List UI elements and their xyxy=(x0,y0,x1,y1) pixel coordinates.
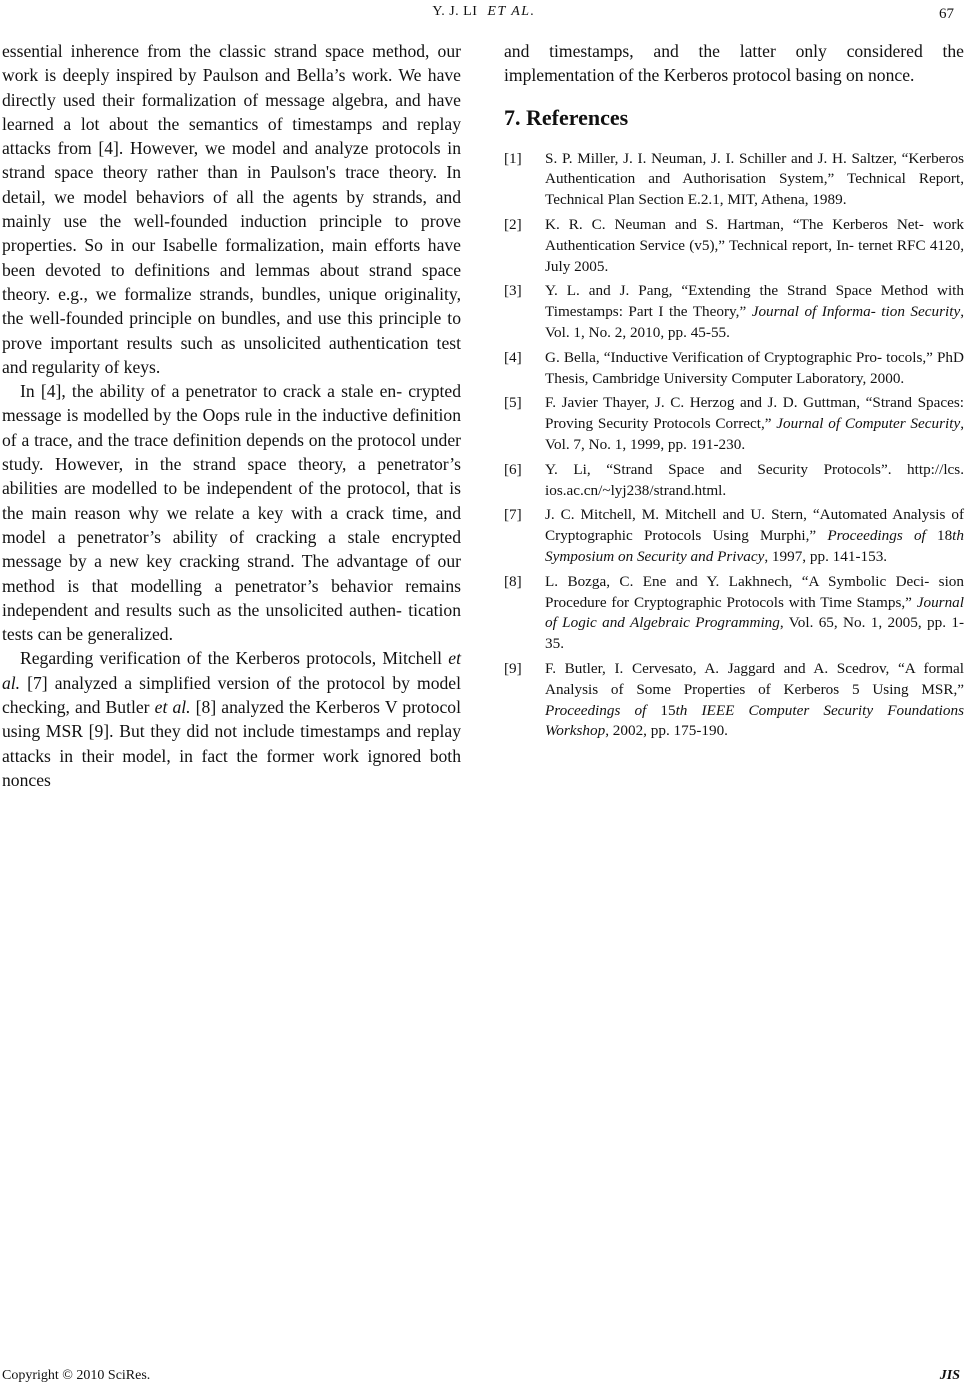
running-head-author xyxy=(0,0,968,24)
reference-number: [6] xyxy=(504,460,522,478)
reference-text-part: , Vol. 7, No. 1, 1999, pp. 191-230. xyxy=(545,415,964,453)
reference-number: [5] xyxy=(504,394,522,412)
reference-number: [4] xyxy=(504,348,522,366)
reference-text-part: 15 xyxy=(660,701,676,719)
reference-item xyxy=(504,460,964,502)
running-head xyxy=(0,0,968,24)
reference-text-part: , Vol. 1, No. 2, 2010, pp. 45-55. xyxy=(545,303,964,341)
reference-text-part: , 2002, pp. 175-190. xyxy=(605,722,728,740)
reference-text xyxy=(545,505,964,567)
reference-item xyxy=(504,572,964,655)
paragraph-1: essential inherence from the classic strand space method, our work is deeply inspired by Paulson and Bella’s work. We have directly used their formalization of message algebra, and have learned a lot about the semantics of timestamps and replay attacks from [4]. However, we model and analyze protocols in strand space theory rather than in Paulson's trace theory. In detail, we model behaviors of all the agents by strands, and mainly use the well-founded induction principle to prove properties. So in our Isabelle formalization, main efforts have been devoted to definitions and lemmas about strand space theory. e.g., we formalize strands, bundles, unique originality, the well-founded principle on bundles, and use this principle to prove important results such as unsolicited authentication test and regularity of keys. xyxy=(2,41,461,377)
reference-item xyxy=(504,149,964,211)
reference-journal-italic: th IEEE Computer Security Foundations Workshop xyxy=(545,701,965,740)
journal-abbreviation: JIS xyxy=(939,1368,960,1383)
paragraph-3-text-b: [7] analyzed a simplified version of the protocol by model checking, and Butler xyxy=(2,672,461,718)
page-footer xyxy=(0,1366,968,1386)
reference-item xyxy=(504,348,964,390)
reference-text-part: S. P. Miller, J. I. Neuman, J. I. Schiller and J. H. Saltzer, “Kerberos Authentication and Authorisation System,” Technical Report, Technical Plan Section E.2.1, MIT, Athena, 1989. xyxy=(545,149,964,209)
reference-number: [7] xyxy=(504,506,522,524)
reference-text xyxy=(545,659,964,742)
reference-text-part: , 1997, pp. 141-153. xyxy=(764,547,888,565)
reference-item xyxy=(504,393,964,455)
left-column xyxy=(2,39,461,792)
reference-text-part: , Vol. 65, No. 1, 2005, pp. 1-35. xyxy=(545,614,965,653)
reference-journal-italic: Journal of Informa- tion Security xyxy=(751,303,961,321)
reference-number: [9] xyxy=(504,659,522,677)
reference-item xyxy=(504,215,964,277)
reference-number: [2] xyxy=(504,215,522,233)
reference-text-part: J. C. Mitchell, M. Mitchell and U. Stern, “Automated Analysis of Cryptographic Protocols Using Murphi,” xyxy=(545,506,964,545)
continuation-paragraph: and timestamps, and the latter only considered the implementation of the Kerberos protocol basing on nonce. xyxy=(504,41,964,86)
reference-number: [3] xyxy=(504,282,522,300)
paragraph-2: In [4], the ability of a penetrator to crack a stale en- crypted message is modelled by the Oops rule in the inductive definition of a trace, and the trace definition depends on the protocol under study. However, in the strand space theory, a penetrator’s abilities are modelled to be independent of the protocol, that is the main reason why we relate a key with a crack time, and model a penetrator’s ability of cracking a stale encrypted message by a new key cracking strand. The advantage of our method is that modelling a penetrator’s behavior remains independent and results such as the unsolicited authen- tication tests can be generalized. xyxy=(2,381,461,645)
reference-text xyxy=(545,215,964,277)
reference-journal-italic: Proceedings of xyxy=(827,527,937,545)
page-number: 67 xyxy=(939,6,954,22)
reference-number: [8] xyxy=(504,572,522,590)
reference-text xyxy=(545,572,964,655)
paragraph-3-text-a: Regarding verification of the Kerberos protocols, Mitchell xyxy=(20,648,449,669)
etal-italic-1: et al. xyxy=(2,648,461,693)
right-column xyxy=(504,39,964,746)
section-heading-references: 7. References xyxy=(504,104,629,130)
reference-journal-italic: Journal of Computer Security xyxy=(776,415,961,433)
paragraph-3-text-c: [8] analyzed the Kerberos V protocol using MSR [9]. But they did not include timestamps and replay attacks in their model, in fact the former work ignored both nonces xyxy=(2,697,461,790)
etal-italic-2: et al. xyxy=(154,697,191,718)
reference-text xyxy=(545,393,964,455)
reference-journal-italic: Proceedings of xyxy=(545,701,661,719)
reference-text-part: F. Butler, I. Cervesato, A. Jaggard and A. Scedrov, “A formal Analysis of Some Properties of Kerberos 5 Using MSR,” xyxy=(545,659,964,698)
reference-text-part: F. Javier Thayer, J. C. Herzog and J. D. Guttman, “Strand Spaces: Proving Security Protocols Correct,” xyxy=(545,394,964,433)
reference-text-part: 18 xyxy=(936,527,953,545)
reference-number: [1] xyxy=(504,149,522,167)
reference-journal-italic: th Symposium on Security and Privacy xyxy=(545,527,964,565)
reference-text-part: Y. L. and J. Pang, “Extending the Strand Space Method with Timestamps: Part I the Theory,” xyxy=(545,282,964,321)
reference-journal-italic: Journal of Logic and Algebraic Programming xyxy=(545,593,964,632)
reference-text xyxy=(545,281,964,343)
copyright-notice: Copyright © 2010 SciRes. xyxy=(2,1368,151,1383)
author-etal: ET AL. xyxy=(487,4,536,19)
reference-text xyxy=(545,348,964,390)
reference-text-part: K. R. C. Neuman and S. Hartman, “The Kerberos Net- work Authentication Service (v5),” Technical report, In- ternet RFC 4120, July 2005. xyxy=(545,215,964,275)
reference-text xyxy=(545,149,964,211)
reference-item xyxy=(504,505,964,567)
author-name: Y. J. LI xyxy=(432,4,478,19)
reference-text-part: L. Bozga, C. Ene and Y. Lakhnech, “A Symbolic Deci- sion Procedure for Cryptographic Protocols with Time Stamps,” xyxy=(545,572,964,611)
paragraph-3 xyxy=(2,646,461,792)
reference-text-part: Y. Li, “Strand Space and Security Protocols”. http://lcs. ios.ac.cn/~lyj238/strand.html. xyxy=(545,460,964,499)
reference-list xyxy=(504,149,964,743)
reference-item xyxy=(504,659,964,742)
reference-text xyxy=(545,460,964,502)
reference-item xyxy=(504,281,964,343)
reference-text-part: G. Bella, “Inductive Verification of Cryptographic Pro- tocols,” PhD Thesis, Cambridge University Computer Laboratory, 2000. xyxy=(545,348,964,387)
